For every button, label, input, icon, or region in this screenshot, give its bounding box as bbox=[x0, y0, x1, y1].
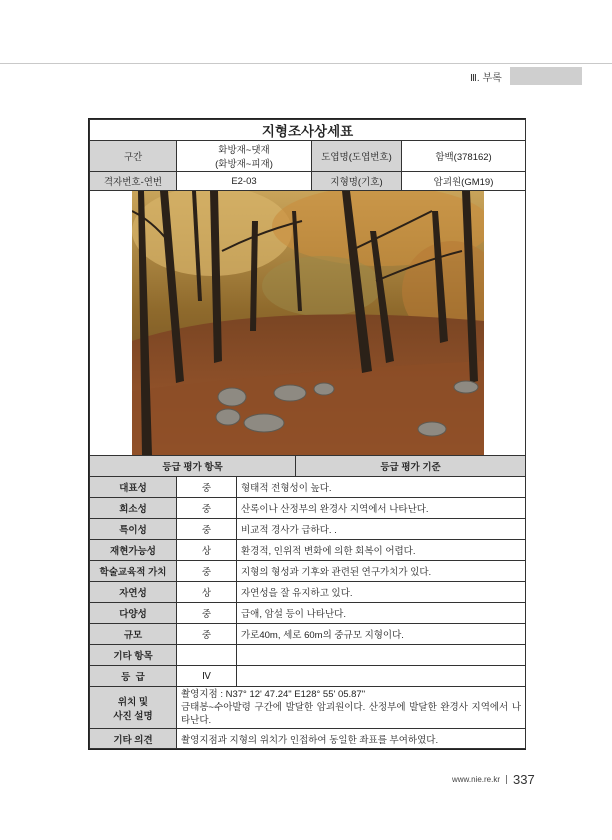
eval-row bbox=[90, 582, 526, 603]
eval-row bbox=[90, 561, 526, 582]
eval-item: 희소성 bbox=[90, 498, 177, 519]
location-description: 금태봉~수아발령 구간에 발달한 암괴원이다. 산정부에 발달한 완경사 지역에서 나타난다. bbox=[181, 702, 522, 726]
location-label-line1: 위치 및 bbox=[117, 696, 149, 708]
sheet-title: 지형조사상세표 bbox=[90, 120, 526, 141]
landform-label-cell: 지형명(기호) bbox=[312, 172, 402, 191]
eval-criteria: 형태적 전형성이 높다. bbox=[237, 477, 526, 498]
eval-criteria: 자연성을 잘 유지하고 있다. bbox=[237, 582, 526, 603]
eval-criteria-header: 등급 평가 기준 bbox=[296, 456, 526, 477]
eval-row bbox=[90, 666, 526, 687]
eval-grade: 중 bbox=[177, 519, 237, 540]
eval-grade: 중 bbox=[177, 624, 237, 645]
other-label-cell: 기타 의견 bbox=[90, 729, 177, 749]
eval-grade: 중 bbox=[177, 603, 237, 624]
location-coords: 촬영지점 : N37° 12' 47.24" E128° 55' 05.87" bbox=[181, 689, 366, 700]
eval-criteria: 급애, 암설 등이 나타난다. bbox=[237, 603, 526, 624]
section-value-cell bbox=[177, 141, 312, 172]
eval-item: 등 급 bbox=[90, 666, 177, 687]
eval-criteria: 환경적, 인위적 변화에 의한 회복이 어렵다. bbox=[237, 540, 526, 561]
survey-table bbox=[89, 119, 526, 749]
page-footer bbox=[452, 772, 535, 787]
eval-row bbox=[90, 624, 526, 645]
eval-criteria bbox=[237, 645, 526, 666]
location-label-cell bbox=[90, 687, 177, 729]
eval-item: 다양성 bbox=[90, 603, 177, 624]
eval-grade: 상 bbox=[177, 582, 237, 603]
eval-row bbox=[90, 519, 526, 540]
eval-item: 규모 bbox=[90, 624, 177, 645]
section-tab-bar bbox=[510, 67, 582, 85]
site-photo bbox=[132, 191, 484, 455]
eval-criteria bbox=[237, 666, 526, 687]
photo-cell bbox=[90, 191, 526, 456]
footer-url: www.nie.re.kr bbox=[452, 775, 501, 784]
grid-label-cell: 격자번호-연번 bbox=[90, 172, 177, 191]
eval-criteria: 지형의 형성과 기후와 관련된 연구가치가 있다. bbox=[237, 561, 526, 582]
eval-item: 학술교육적 가치 bbox=[90, 561, 177, 582]
section-header bbox=[470, 67, 582, 85]
survey-sheet bbox=[88, 118, 526, 750]
eval-row bbox=[90, 645, 526, 666]
landform-value-cell: 암괴원(GM19) bbox=[402, 172, 526, 191]
grid-value-cell: E2-03 bbox=[177, 172, 312, 191]
map-name-label-cell: 도엽명(도엽번호) bbox=[312, 141, 402, 172]
eval-grade: Ⅳ bbox=[177, 666, 237, 687]
eval-grade: 중 bbox=[177, 561, 237, 582]
eval-criteria: 비교적 경사가 급하다. . bbox=[237, 519, 526, 540]
eval-row bbox=[90, 540, 526, 561]
eval-grade: 중 bbox=[177, 477, 237, 498]
eval-row bbox=[90, 477, 526, 498]
eval-grade bbox=[177, 645, 237, 666]
section-label-cell: 구간 bbox=[90, 141, 177, 172]
eval-item: 특이성 bbox=[90, 519, 177, 540]
section-value-line2: (화방재~피재) bbox=[215, 159, 273, 170]
page-number: 337 bbox=[513, 772, 535, 787]
eval-criteria: 가로40m, 세로 60m의 중규모 지형이다. bbox=[237, 624, 526, 645]
section-label: Ⅲ. 부록 bbox=[470, 72, 502, 84]
header-rule bbox=[0, 63, 612, 64]
footer-divider bbox=[506, 775, 507, 784]
eval-criteria: 산록이나 산정부의 완경사 지역에서 나타난다. bbox=[237, 498, 526, 519]
location-label-line2: 사진 설명 bbox=[113, 710, 153, 722]
eval-grade: 중 bbox=[177, 498, 237, 519]
eval-grade: 상 bbox=[177, 540, 237, 561]
map-name-value-cell: 함백(378162) bbox=[402, 141, 526, 172]
eval-item-header: 등급 평가 항목 bbox=[90, 456, 296, 477]
location-value-cell bbox=[177, 687, 526, 729]
eval-row bbox=[90, 603, 526, 624]
eval-item: 자연성 bbox=[90, 582, 177, 603]
eval-item: 대표성 bbox=[90, 477, 177, 498]
other-value-cell: 촬영지점과 지형의 위치가 인접하여 동일한 좌표를 부여하였다. bbox=[177, 729, 526, 749]
section-value-line1: 화방재~댓재 bbox=[218, 145, 270, 156]
eval-row bbox=[90, 498, 526, 519]
eval-item: 기타 항목 bbox=[90, 645, 177, 666]
eval-item: 재현가능성 bbox=[90, 540, 177, 561]
